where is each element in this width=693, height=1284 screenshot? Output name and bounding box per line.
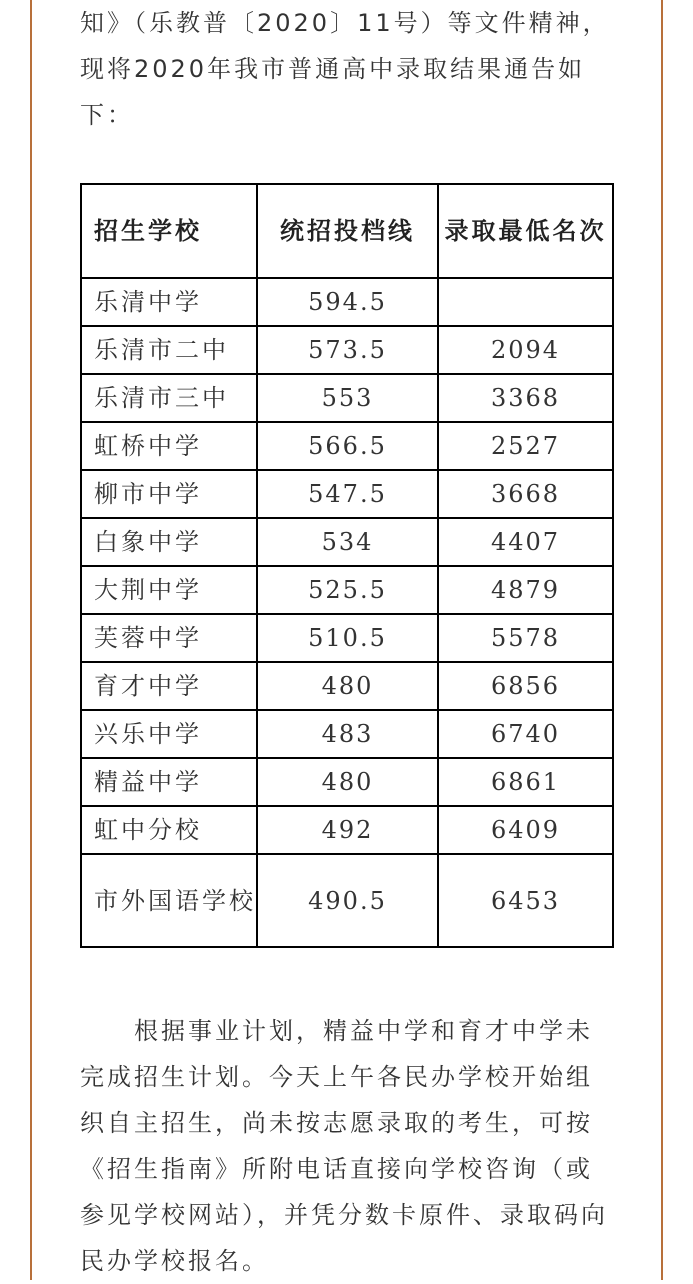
min-rank: 4407 (438, 518, 613, 566)
min-rank: 6861 (438, 758, 613, 806)
score-line: 480 (257, 662, 438, 710)
score-line: 492 (257, 806, 438, 854)
score-line: 483 (257, 710, 438, 758)
intro-paragraph: 知》（乐教普〔2020〕11号）等文件精神，现将2020年我市普通高中录取结果通告如下： (80, 9, 610, 129)
min-rank (438, 278, 613, 326)
school-name: 乐清市二中 (81, 326, 257, 374)
table-row (81, 614, 613, 662)
school-name: 乐清市三中 (81, 374, 257, 422)
min-rank: 5578 (438, 614, 613, 662)
min-rank: 6409 (438, 806, 613, 854)
table-row (81, 662, 613, 710)
notice-paragraph: 根据事业计划，精益中学和育才中学未完成招生计划。今天上午各民办学校开始组织自主招生，尚未按志愿录取的考生，可按《招生指南》所附电话直接向学校咨询（或参见学校网站），并凭分数卡原件、录取码向民办学校报名。 (80, 1017, 608, 1275)
admission-score-table (80, 183, 614, 948)
school-name: 育才中学 (81, 662, 257, 710)
min-rank: 6856 (438, 662, 613, 710)
school-name: 白象中学 (81, 518, 257, 566)
min-rank: 6740 (438, 710, 613, 758)
school-name: 虹中分校 (81, 806, 257, 854)
score-line: 534 (257, 518, 438, 566)
school-name: 柳市中学 (81, 470, 257, 518)
min-rank: 3368 (438, 374, 613, 422)
left-frame-border (30, 0, 32, 1280)
score-line: 594.5 (257, 278, 438, 326)
min-rank: 2527 (438, 422, 613, 470)
school-name: 芙蓉中学 (81, 614, 257, 662)
table-row (81, 374, 613, 422)
header-min-rank: 录取最低名次 (438, 184, 613, 278)
table-row (81, 710, 613, 758)
table-row (81, 278, 613, 326)
right-frame-border (661, 0, 663, 1280)
min-rank: 2094 (438, 326, 613, 374)
header-school: 招生学校 (81, 184, 257, 278)
school-name: 虹桥中学 (81, 422, 257, 470)
table-row (81, 854, 613, 947)
table-row (81, 470, 613, 518)
table-row (81, 758, 613, 806)
school-name: 乐清中学 (81, 278, 257, 326)
table-row (81, 806, 613, 854)
score-line: 566.5 (257, 422, 438, 470)
score-line: 480 (257, 758, 438, 806)
min-rank: 3668 (438, 470, 613, 518)
score-line: 525.5 (257, 566, 438, 614)
score-line: 553 (257, 374, 438, 422)
table-row (81, 422, 613, 470)
score-line: 547.5 (257, 470, 438, 518)
score-line: 573.5 (257, 326, 438, 374)
school-name: 精益中学 (81, 758, 257, 806)
min-rank: 6453 (438, 854, 613, 947)
table-row (81, 326, 613, 374)
school-name: 大荆中学 (81, 566, 257, 614)
score-line: 510.5 (257, 614, 438, 662)
table-header-row (81, 184, 613, 278)
table-row (81, 566, 613, 614)
min-rank: 4879 (438, 566, 613, 614)
school-name: 市外国语学校 (81, 854, 257, 947)
header-score-line: 统招投档线 (257, 184, 438, 278)
school-name: 兴乐中学 (81, 710, 257, 758)
table-row (81, 518, 613, 566)
score-line: 490.5 (257, 854, 438, 947)
